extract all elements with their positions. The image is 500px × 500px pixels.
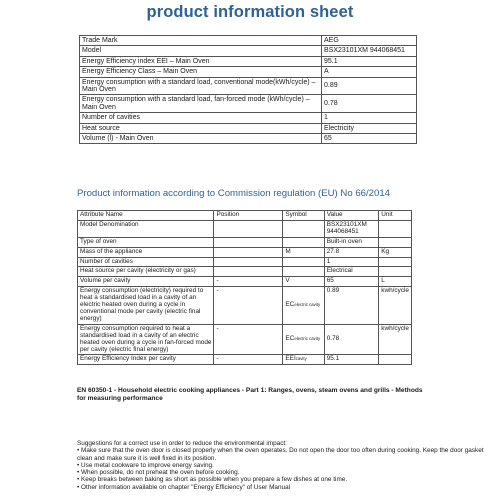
table-row [78,237,412,247]
attr-name: Volume per cavity [78,277,214,287]
attr-name: Energy Efficiency Index per cavity [78,355,214,365]
info-value: 1 [322,113,417,123]
attr-value: 1 [324,257,379,267]
attr-unit [379,237,412,247]
table-header-row [78,211,412,221]
attr-name: Model Denomination [78,220,214,237]
table-row [78,287,412,325]
list-item: • Keep breaks between baking as short as possible when you prepare a few dishes at one time. [77,476,348,484]
attr-name: Energy consumption required to heat a standardised load in a cavity of an electric heated oven during a cycle in fan-forced mode per cavity (electric final energy) [78,324,214,355]
suggestions-block [77,440,497,491]
attr-unit: kwh/cycle [379,324,412,355]
table-row [78,257,412,267]
info-value: 0.78 [322,95,417,113]
product-info-table [79,35,417,144]
attr-unit [379,355,412,365]
info-label: Volume (l) - Main Oven [80,134,322,144]
attr-position: - [214,277,283,287]
attr-position [214,267,283,277]
symbol-main: EC [285,335,295,343]
table-row [78,267,412,277]
attr-name: Type of oven [78,237,214,247]
table-row [80,46,417,56]
info-label: Heat source [80,123,322,133]
attr-symbol [283,237,324,247]
attr-symbol: V [283,277,324,287]
header-position: Position [214,211,283,221]
table-row [80,123,417,133]
attr-value: BSX23101XM 944068451 [324,220,379,237]
table-row [78,324,412,355]
attr-position [214,257,283,267]
attr-symbol [283,324,324,355]
info-value: AEG [322,36,417,46]
header-attribute: Attribute Name [78,211,214,221]
list-item: • Make sure that the oven door is closed properly when the oven operates. Do not open the door too often during cooking. Keep the door gasket clean and make sure it is well fixed in its position. [77,447,484,462]
attr-unit [379,267,412,277]
table-row [78,220,412,237]
info-value: 65 [322,134,417,144]
symbol-subscript: electric cavity [294,336,321,342]
info-value: Electricity [322,123,417,133]
table-row [80,77,417,95]
header-unit: Unit [379,211,412,221]
attr-symbol: M [283,247,324,257]
list-item: • Use metal cookware to improve energy saving. [77,461,214,469]
info-label: Energy consumption with a standard load, conventional mode(kWh/cycle) – Main Oven [80,77,322,95]
attr-value: 0.78 [324,324,379,355]
page-title: product information sheet [146,3,354,21]
info-value: 95.1 [322,56,417,66]
info-label: Energy Efficiency Class – Main Oven [80,67,322,77]
info-label: Number of cavities [80,113,322,123]
symbol-subscript: electric cavity [294,302,321,308]
attr-symbol [283,355,324,365]
symbol-main: EEI [285,355,296,363]
table-row [80,134,417,144]
symbol-main: EC [285,301,295,309]
attr-value: 95.1 [324,355,379,365]
attr-symbol [283,287,324,325]
symbol-subscript: cavity [295,356,307,362]
attr-position: - [214,355,283,365]
info-value: BSX23101XM 944068451 [322,46,417,56]
list-item: • When possible, do not preheat the oven before cooking. [77,469,240,477]
attr-position: - [214,287,283,325]
regulation-heading: Product information according to Commission regulation (EU) No 66/2014 [77,188,391,199]
table-row [80,113,417,123]
attr-value: Built-in oven [324,237,379,247]
attr-name: Number of cavities [78,257,214,267]
table-row [78,247,412,257]
attr-symbol [283,257,324,267]
table-row [80,95,417,113]
attr-name: Mass of the appliance [78,247,214,257]
suggestions-title: Suggestions for a correct use in order to reduce the environmental impact: [77,440,287,447]
attribute-table [77,210,412,365]
table-row [78,277,412,287]
info-label: Energy consumption with a standard load, fan-forced mode (kWh/cycle) – Main Oven [80,95,322,113]
attr-value: 27.8 [324,247,379,257]
attr-position: - [214,324,283,355]
table-row [80,56,417,66]
info-value: A [322,67,417,77]
attr-unit: L [379,277,412,287]
attr-name: Heat source per cavity (electricity or gas) [78,267,214,277]
attr-position [214,237,283,247]
attr-unit: kwh/cycle [379,287,412,325]
attr-unit: Kg [379,247,412,257]
attr-unit [379,257,412,267]
list-item: • Other information available on chapter "Energy Efficiency" of User Manual [77,483,291,491]
attr-symbol [283,220,324,237]
info-value: 0.89 [322,77,417,95]
info-label: Trade Mark [80,36,322,46]
attr-position [214,220,283,237]
info-label: Energy Efficiency index EEI – Main Oven [80,56,322,66]
attr-value: Electrical [324,267,379,277]
table-row [78,355,412,365]
header-value: Value [324,211,379,221]
table-row [80,67,417,77]
info-label: Model [80,46,322,56]
attr-position [214,247,283,257]
attr-unit [379,220,412,237]
standard-note: EN 60350-1 - Household electric cooking appliances - Part 1: Ranges, ovens, steam ovens and grills - Methods for measuring performance [77,387,423,403]
attr-name: Energy consumption (electricity) required to heat a standardised load in a cavity of an electric heated oven during a cycle in conventional mode per cavity (electric final energy) [78,287,214,325]
attr-value: 0.89 [324,287,379,325]
attr-symbol [283,267,324,277]
attr-value: 65 [324,277,379,287]
table-row [80,36,417,46]
header-symbol: Symbol [283,211,324,221]
